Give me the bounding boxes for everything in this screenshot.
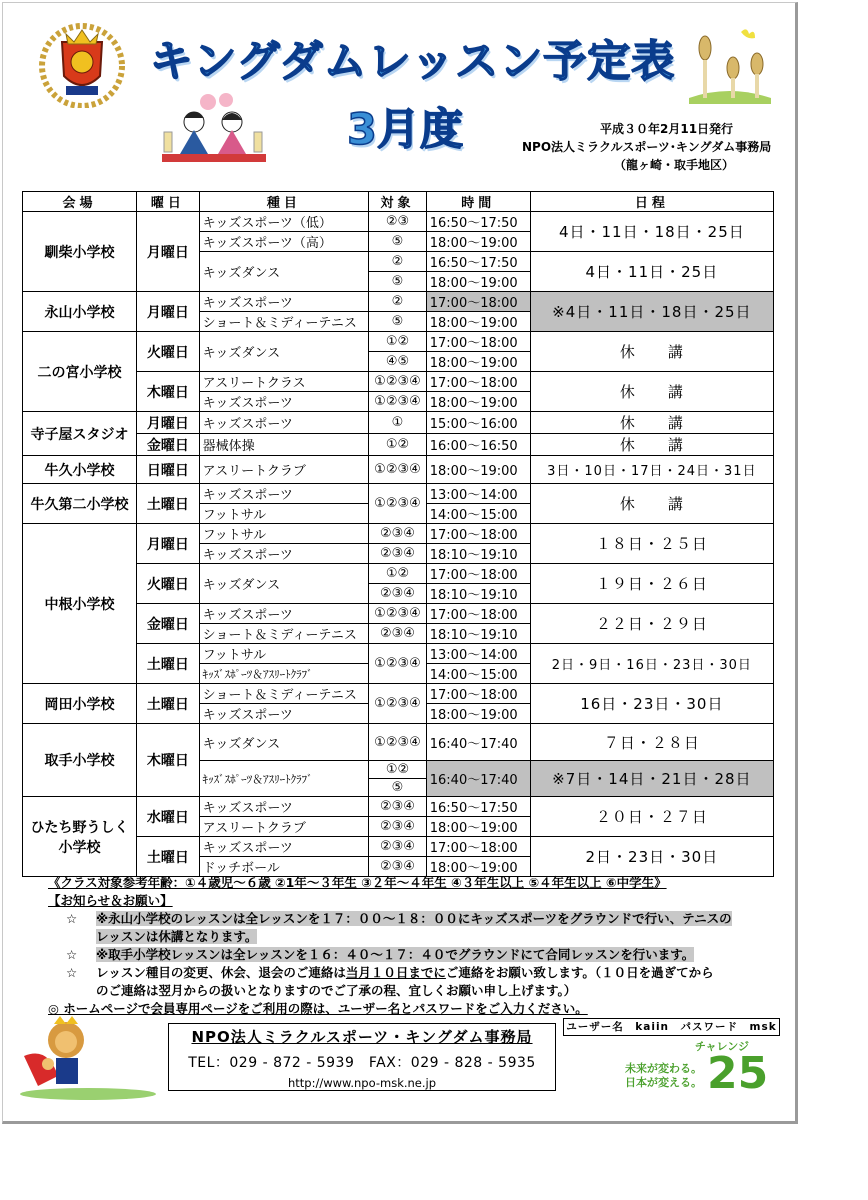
lesson-schedule-table [22, 191, 774, 877]
note-change-pre: レッスン種目の変更、休会、退会のご連絡は [96, 965, 346, 980]
day-cell: 金曜日 [137, 604, 200, 644]
time-cell: 18:10～19:10 [426, 624, 530, 644]
type-cell: ショート＆ミディーテニス [199, 684, 369, 704]
day-cell: 日曜日 [137, 456, 200, 484]
target-cell: ①②③④ [369, 392, 427, 412]
day-cell: 月曜日 [137, 292, 200, 332]
col-header-type: 種目 [199, 192, 369, 212]
challenge-line-1: 未来が変わる。 [625, 1062, 702, 1075]
venue-cell [23, 797, 137, 877]
type-cell: ショート＆ミディーテニス [199, 312, 369, 332]
target-cell: ⑤ [369, 232, 427, 252]
dates-cell: 2日・9日・16日・23日・30日 [530, 644, 773, 684]
target-cell: ②③④ [369, 584, 427, 604]
dates-cell: ２０日・２７日 [530, 797, 773, 837]
target-cell: ① [369, 412, 427, 434]
note-item [48, 964, 778, 982]
dates-cell: 2日・23日・30日 [530, 837, 773, 877]
note-nagayama-2: レッスンは休講となります。 [96, 929, 258, 944]
issuer-name: NPO法人ミラクルスポーツ･キングダム事務局 [522, 140, 772, 154]
target-cell: ①②③④ [369, 684, 427, 724]
type-cell: キッズダンス [199, 564, 369, 604]
time-cell: 18:00～19:00 [426, 857, 530, 877]
info-heading: 【お知らせ＆お願い】 [48, 893, 173, 908]
star-icon: ☆ [66, 965, 78, 980]
type-cell: 器械体操 [199, 434, 369, 456]
star-icon: ☆ [66, 947, 78, 962]
target-cell: ①②③④ [369, 724, 427, 761]
day-cell: 木曜日 [137, 724, 200, 797]
time-cell: 16:50～17:50 [426, 212, 530, 232]
dates-cell: ※7日・14日・21日・28日 [530, 761, 773, 797]
note-item [48, 928, 778, 946]
time-cell: 18:00～19:00 [426, 817, 530, 837]
time-cell: 13:00～14:00 [426, 484, 530, 504]
time-cell: 14:00～15:00 [426, 664, 530, 684]
time-cell: 18:00～19:00 [426, 352, 530, 372]
contact-org: NPO法人ミラクルスポーツ・キングダム事務局 [191, 1028, 533, 1046]
issue-date: 平成３０年2月11日発行 [600, 122, 734, 136]
target-cell: ①②③④ [369, 604, 427, 624]
type-cell: キッズスポーツ [199, 544, 369, 564]
col-header-time: 時間 [426, 192, 530, 212]
col-header-target: 対象 [369, 192, 427, 212]
dates-cell: １８日・２５日 [530, 524, 773, 564]
time-cell: 17:00～18:00 [426, 372, 530, 392]
dates-cell: 休 講 [530, 434, 773, 456]
venue-cell: 牛久第二小学校 [23, 484, 137, 524]
type-cell: ｷｯｽﾞｽﾎﾟｰﾂ＆ｱｽﾘｰﾄｸﾗﾌﾞ [199, 664, 369, 684]
target-cell: ② [369, 252, 427, 272]
day-cell: 土曜日 [137, 684, 200, 724]
dates-cell: 4日・11日・18日・25日 [530, 212, 773, 252]
time-cell: 18:00～19:00 [426, 272, 530, 292]
day-cell: 土曜日 [137, 644, 200, 684]
time-cell: 17:00～18:00 [426, 332, 530, 352]
challenge-line-2: 日本が変える。 [625, 1076, 702, 1089]
venue-line-1: ひたち野うしく [30, 819, 129, 836]
target-cell: ①②③④ [369, 456, 427, 484]
time-cell: 17:00～18:00 [426, 524, 530, 544]
member-login-info: ユーザー名 kaiin パスワード msk [563, 1018, 780, 1036]
dates-cell: 16日・23日・30日 [530, 684, 773, 724]
table-row [23, 332, 774, 352]
target-cell: ⑤ [369, 312, 427, 332]
contact-phone-fax: TEL：029 - 872 - 5939 FAX：029 - 828 - 5935 [188, 1055, 536, 1071]
kingdom-emblem-logo [30, 16, 134, 108]
time-cell: 17:00～18:00 [426, 684, 530, 704]
type-cell: キッズスポーツ [199, 412, 369, 434]
venue-cell: 馴柴小学校 [23, 212, 137, 292]
dates-cell: 3日・10日・17日・24日・31日 [530, 456, 773, 484]
target-cell: ②③④ [369, 624, 427, 644]
dates-cell: 休 講 [530, 412, 773, 434]
type-cell: キッズスポーツ（低） [199, 212, 369, 232]
time-cell: 15:00～16:00 [426, 412, 530, 434]
challenge-25-logo [625, 1038, 769, 1100]
target-cell: ⑤ [369, 779, 427, 797]
challenge-label: チャレンジ [694, 1040, 749, 1053]
target-cell: ①②③④ [369, 484, 427, 524]
dates-cell: 休 講 [530, 372, 773, 412]
day-cell: 金曜日 [137, 434, 200, 456]
time-cell: 17:00～18:00 [426, 837, 530, 857]
venue-cell: 中根小学校 [23, 524, 137, 684]
table-header-row [23, 192, 774, 212]
type-cell: キッズスポーツ [199, 704, 369, 724]
hina-dolls-illustration [160, 92, 268, 168]
type-cell: アスリートクラス [199, 372, 369, 392]
type-cell: キッズスポーツ [199, 604, 369, 624]
dates-cell: 休 講 [530, 484, 773, 524]
col-header-dates: 日程 [530, 192, 773, 212]
target-cell: ⑤ [369, 272, 427, 292]
type-cell: キッズスポーツ [199, 837, 369, 857]
day-cell: 土曜日 [137, 484, 200, 524]
note-item [48, 982, 778, 1000]
day-cell: 月曜日 [137, 524, 200, 564]
note-change-deadline: 当月１０日までに [345, 965, 446, 980]
table-row [23, 456, 774, 484]
tsukushi-plants-illustration [683, 24, 775, 104]
type-cell: キッズスポーツ [199, 392, 369, 412]
target-cell: ②③④ [369, 857, 427, 877]
target-cell: ①② [369, 434, 427, 456]
dates-cell: １９日・２６日 [530, 564, 773, 604]
target-cell: ①② [369, 564, 427, 584]
time-cell: 17:00～18:00 [426, 564, 530, 584]
target-cell: ②③④ [369, 544, 427, 564]
type-cell: キッズスポーツ [199, 484, 369, 504]
dates-cell: ※4日・11日・18日・25日 [530, 292, 773, 332]
target-cell: ①② [369, 332, 427, 352]
note-toride: ※取手小学校レッスンは全レッスンを１６：４０～１７：４０でグラウンドにて合同レッスンを行います。 [96, 947, 695, 962]
venue-cell: 永山小学校 [23, 292, 137, 332]
day-cell: 木曜日 [137, 372, 200, 412]
time-cell: 16:50～17:50 [426, 797, 530, 817]
target-cell: ①② [369, 761, 427, 779]
note-item [48, 910, 778, 928]
time-cell: 18:10～19:10 [426, 584, 530, 604]
time-cell: 16:00～16:50 [426, 434, 530, 456]
venue-cell: 牛久小学校 [23, 456, 137, 484]
dates-cell: ７日・２８日 [530, 724, 773, 761]
notes-section [48, 874, 778, 1018]
type-cell: キッズスポーツ [199, 292, 369, 312]
type-cell: キッズダンス [199, 252, 369, 292]
target-cell: ②③④ [369, 837, 427, 857]
target-cell: ①②③④ [369, 372, 427, 392]
venue-cell: 寺子屋スタジオ [23, 412, 137, 456]
venue-cell: 岡田小学校 [23, 684, 137, 724]
type-cell: アスリートクラブ [199, 817, 369, 837]
table-row [23, 684, 774, 704]
note-change-post: ご連絡をお願い致します。（１０日を過ぎてから [445, 965, 714, 980]
target-age-legend: 《クラス対象参考年齢：①４歳児～６歳 ②1年～３年生 ③２年～４年生 ④３年生以上 ⑤４年生以上 ⑥中学生》 [48, 875, 667, 890]
table-row [23, 412, 774, 434]
type-cell: キッズダンス [199, 332, 369, 372]
time-cell: 16:40～17:40 [426, 761, 530, 797]
homepage-note: ◎ ホームページで会員専用ページをご利用の際は、ユーザー名とパスワードをご入力ください。 [48, 1001, 588, 1016]
target-cell: ②③ [369, 212, 427, 232]
type-cell: フットサル [199, 644, 369, 664]
time-cell: 18:00～19:00 [426, 456, 530, 484]
target-cell: ④⑤ [369, 352, 427, 372]
time-cell: 18:00～19:00 [426, 312, 530, 332]
month-heading: 3月度 [347, 105, 463, 155]
venue-cell: 取手小学校 [23, 724, 137, 797]
table-row [23, 212, 774, 232]
day-cell: 月曜日 [137, 412, 200, 434]
type-cell: ｷｯｽﾞｽﾎﾟｰﾂ＆ｱｽﾘｰﾄｸﾗﾌﾞ [199, 761, 369, 797]
table-row [23, 484, 774, 504]
time-cell: 18:00～19:00 [426, 392, 530, 412]
day-cell: 土曜日 [137, 837, 200, 877]
day-cell: 月曜日 [137, 212, 200, 292]
contact-box [168, 1023, 556, 1091]
table-row [23, 797, 774, 817]
col-header-day: 曜日 [137, 192, 200, 212]
table-row [23, 292, 774, 312]
target-cell: ②③④ [369, 524, 427, 544]
type-cell: フットサル [199, 524, 369, 544]
time-cell: 17:00～18:00 [426, 604, 530, 624]
lion-mascot-illustration [18, 1016, 158, 1100]
type-cell: キッズダンス [199, 724, 369, 761]
dates-cell: ２２日・２９日 [530, 604, 773, 644]
time-cell: 16:40～17:40 [426, 724, 530, 761]
challenge-number: 25 [707, 1048, 769, 1099]
type-cell: キッズスポーツ（高） [199, 232, 369, 252]
type-cell: ショート＆ミディーテニス [199, 624, 369, 644]
dates-cell: 休 講 [530, 332, 773, 372]
target-cell: ②③④ [369, 797, 427, 817]
type-cell: ドッチボール [199, 857, 369, 877]
time-cell: 17:00～18:00 [426, 292, 530, 312]
table-row [23, 524, 774, 544]
day-cell: 火曜日 [137, 564, 200, 604]
time-cell: 18:00～19:00 [426, 704, 530, 724]
note-item [48, 946, 778, 964]
day-cell: 水曜日 [137, 797, 200, 837]
time-cell: 16:50～17:50 [426, 252, 530, 272]
type-cell: アスリートクラブ [199, 456, 369, 484]
target-cell: ② [369, 292, 427, 312]
website-link[interactable]: http://www.npo-msk.ne.jp [287, 1076, 437, 1090]
time-cell: 18:10～19:10 [426, 544, 530, 564]
star-icon: ☆ [66, 911, 78, 926]
target-cell: ①②③④ [369, 644, 427, 684]
time-cell: 14:00～15:00 [426, 504, 530, 524]
day-cell: 火曜日 [137, 332, 200, 372]
venue-line-2: 小学校 [58, 839, 101, 856]
time-cell: 13:00～14:00 [426, 644, 530, 664]
target-cell: ②③④ [369, 817, 427, 837]
dates-cell: 4日・11日・25日 [530, 252, 773, 292]
time-cell: 18:00～19:00 [426, 232, 530, 252]
page-title: キングダムレッスン予定表 [149, 37, 676, 87]
note-change-2: のご連絡は翌月からの扱いとなりますのでご了承の程、宜しくお願い申し上げます。） [96, 983, 577, 998]
venue-cell: 二の宮小学校 [23, 332, 137, 412]
area-label: （龍ヶ崎・取手地区） [614, 158, 735, 172]
table-row [23, 724, 774, 761]
type-cell: フットサル [199, 504, 369, 524]
col-header-venue: 会場 [23, 192, 137, 212]
type-cell: キッズスポーツ [199, 797, 369, 817]
note-nagayama-1: ※永山小学校のレッスンは全レッスンを１７：００～１８：００にキッズスポーツをグラウンドで行い、テニスの [96, 911, 732, 926]
